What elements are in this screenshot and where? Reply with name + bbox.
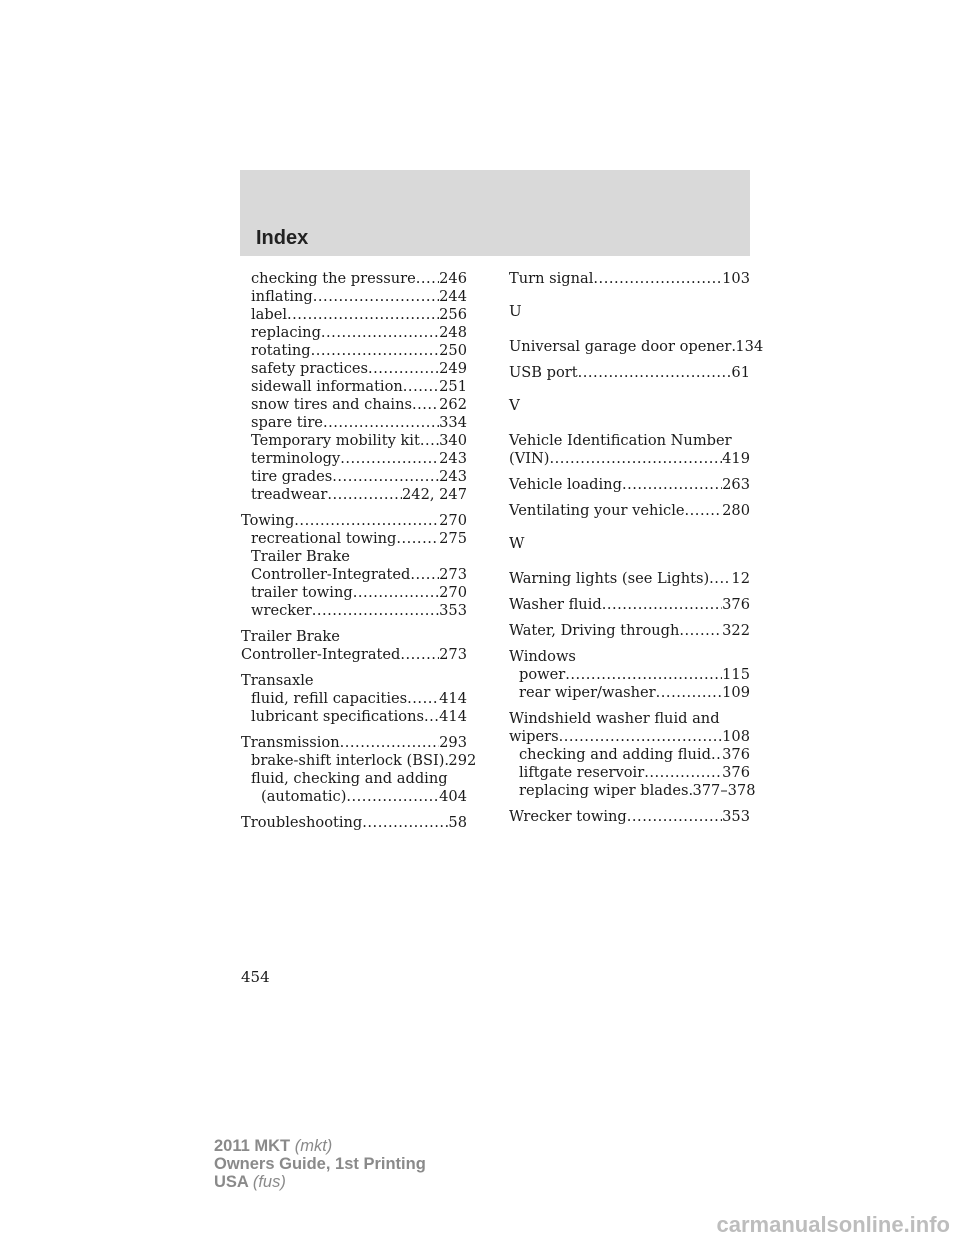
- index-entry: Controller-Integrated ..... 273: [241, 646, 467, 664]
- index-entry: Warning lights (see Lights) ..... 12: [509, 570, 750, 588]
- index-entry: lubricant specifications ..... 414: [251, 708, 467, 726]
- index-entry-line: Windshield washer fluid and: [509, 710, 720, 727]
- index-entry: wipers ..... 108: [509, 728, 750, 746]
- index-entry: snow tires and chains ..... 262: [251, 396, 467, 414]
- windshield-subentries: [509, 746, 756, 800]
- transaxle-subentries: [241, 690, 467, 726]
- index-entry-troubleshooting: Troubleshooting ..... 58: [241, 814, 467, 832]
- index-entry: spare tire ..... 334: [251, 414, 467, 432]
- index-column-right: [509, 270, 764, 826]
- index-entry: checking the pressure ..... 246: [251, 270, 467, 288]
- index-entry: sidewall information ..... 251: [251, 378, 467, 396]
- index-entry: wrecker ..... 353: [251, 602, 467, 620]
- index-entry: Vehicle loading ..... 263: [509, 476, 750, 494]
- index-entry: inflating ..... 244: [251, 288, 467, 306]
- section-header-band: [240, 170, 750, 256]
- index-entry: Washer fluid ..... 376: [509, 596, 750, 614]
- index-entry-windows: Windows: [509, 648, 576, 665]
- index-entry: (VIN) ..... 419: [509, 450, 750, 468]
- index-entry: brake-shift interlock (BSI) ..... 292: [251, 752, 467, 770]
- index-entry: liftgate reservoir ..... 376: [519, 764, 750, 782]
- index-entry: (automatic) ..... 404: [251, 788, 467, 806]
- tire-subentries: [241, 270, 467, 504]
- index-entry-line: fluid, checking and adding: [251, 770, 448, 787]
- index-entry-transaxle: Transaxle: [241, 672, 314, 689]
- index-entry: power ..... 115: [519, 666, 750, 684]
- towing-subentries: [241, 530, 467, 620]
- transmission-subentries: [241, 752, 477, 806]
- watermark: carmanualsonline.info: [716, 1212, 950, 1237]
- index-entry-transmission: Transmission ..... 293: [241, 734, 467, 752]
- index-entry: Temporary mobility kit ..... 340: [251, 432, 467, 450]
- page-number: 454: [241, 968, 270, 986]
- index-entry-line: Vehicle Identification Number: [509, 432, 732, 449]
- index-entry: Water, Driving through ..... 322: [509, 622, 750, 640]
- index-entry: label ..... 256: [251, 306, 467, 324]
- index-entry: rotating ..... 250: [251, 342, 467, 360]
- index-entry-line: Trailer Brake: [241, 628, 340, 645]
- print-footer: [214, 1137, 426, 1191]
- index-entry: trailer towing ..... 270: [251, 584, 467, 602]
- footer-line-1: 2011 MKT (mkt): [214, 1137, 333, 1155]
- index-entry: Universal garage door opener ..... 134: [509, 338, 750, 356]
- index-entry: recreational towing ..... 275: [251, 530, 467, 548]
- index-entry: terminology ..... 243: [251, 450, 467, 468]
- index-letter-heading: V: [509, 396, 520, 414]
- index-entry: replacing wiper blades ..... 377–378: [519, 782, 750, 800]
- index-entry: safety practices ..... 249: [251, 360, 467, 378]
- index-entry-towing: Towing ..... 270: [241, 512, 467, 530]
- footer-line-3: USA (fus): [214, 1173, 286, 1191]
- index-entry: Wrecker towing ..... 353: [509, 808, 750, 826]
- index-entry: fluid, refill capacities ..... 414: [251, 690, 467, 708]
- index-entry: checking and adding fluid ..... 376: [519, 746, 750, 764]
- index-entry: USB port ..... 61: [509, 364, 750, 382]
- index-entry: Ventilating your vehicle ..... 280: [509, 502, 750, 520]
- index-entry: tire grades ..... 243: [251, 468, 467, 486]
- footer-line-2: Owners Guide, 1st Printing: [214, 1155, 426, 1173]
- index-letter-heading: W: [509, 534, 525, 552]
- index-entry: rear wiper/washer ..... 109: [519, 684, 750, 702]
- index-entry: Controller-Integrated ..... 273: [251, 566, 467, 584]
- index-entry: replacing ..... 248: [251, 324, 467, 342]
- index-entry: treadwear ..... 242, 247: [251, 486, 467, 504]
- windows-subentries: [509, 666, 750, 702]
- index-letter-heading: U: [509, 302, 522, 320]
- index-entry: Turn signal ..... 103: [509, 270, 750, 288]
- index-entry-line: Trailer Brake: [251, 548, 350, 565]
- index-column-left: [241, 270, 477, 832]
- section-title: Index: [256, 227, 309, 249]
